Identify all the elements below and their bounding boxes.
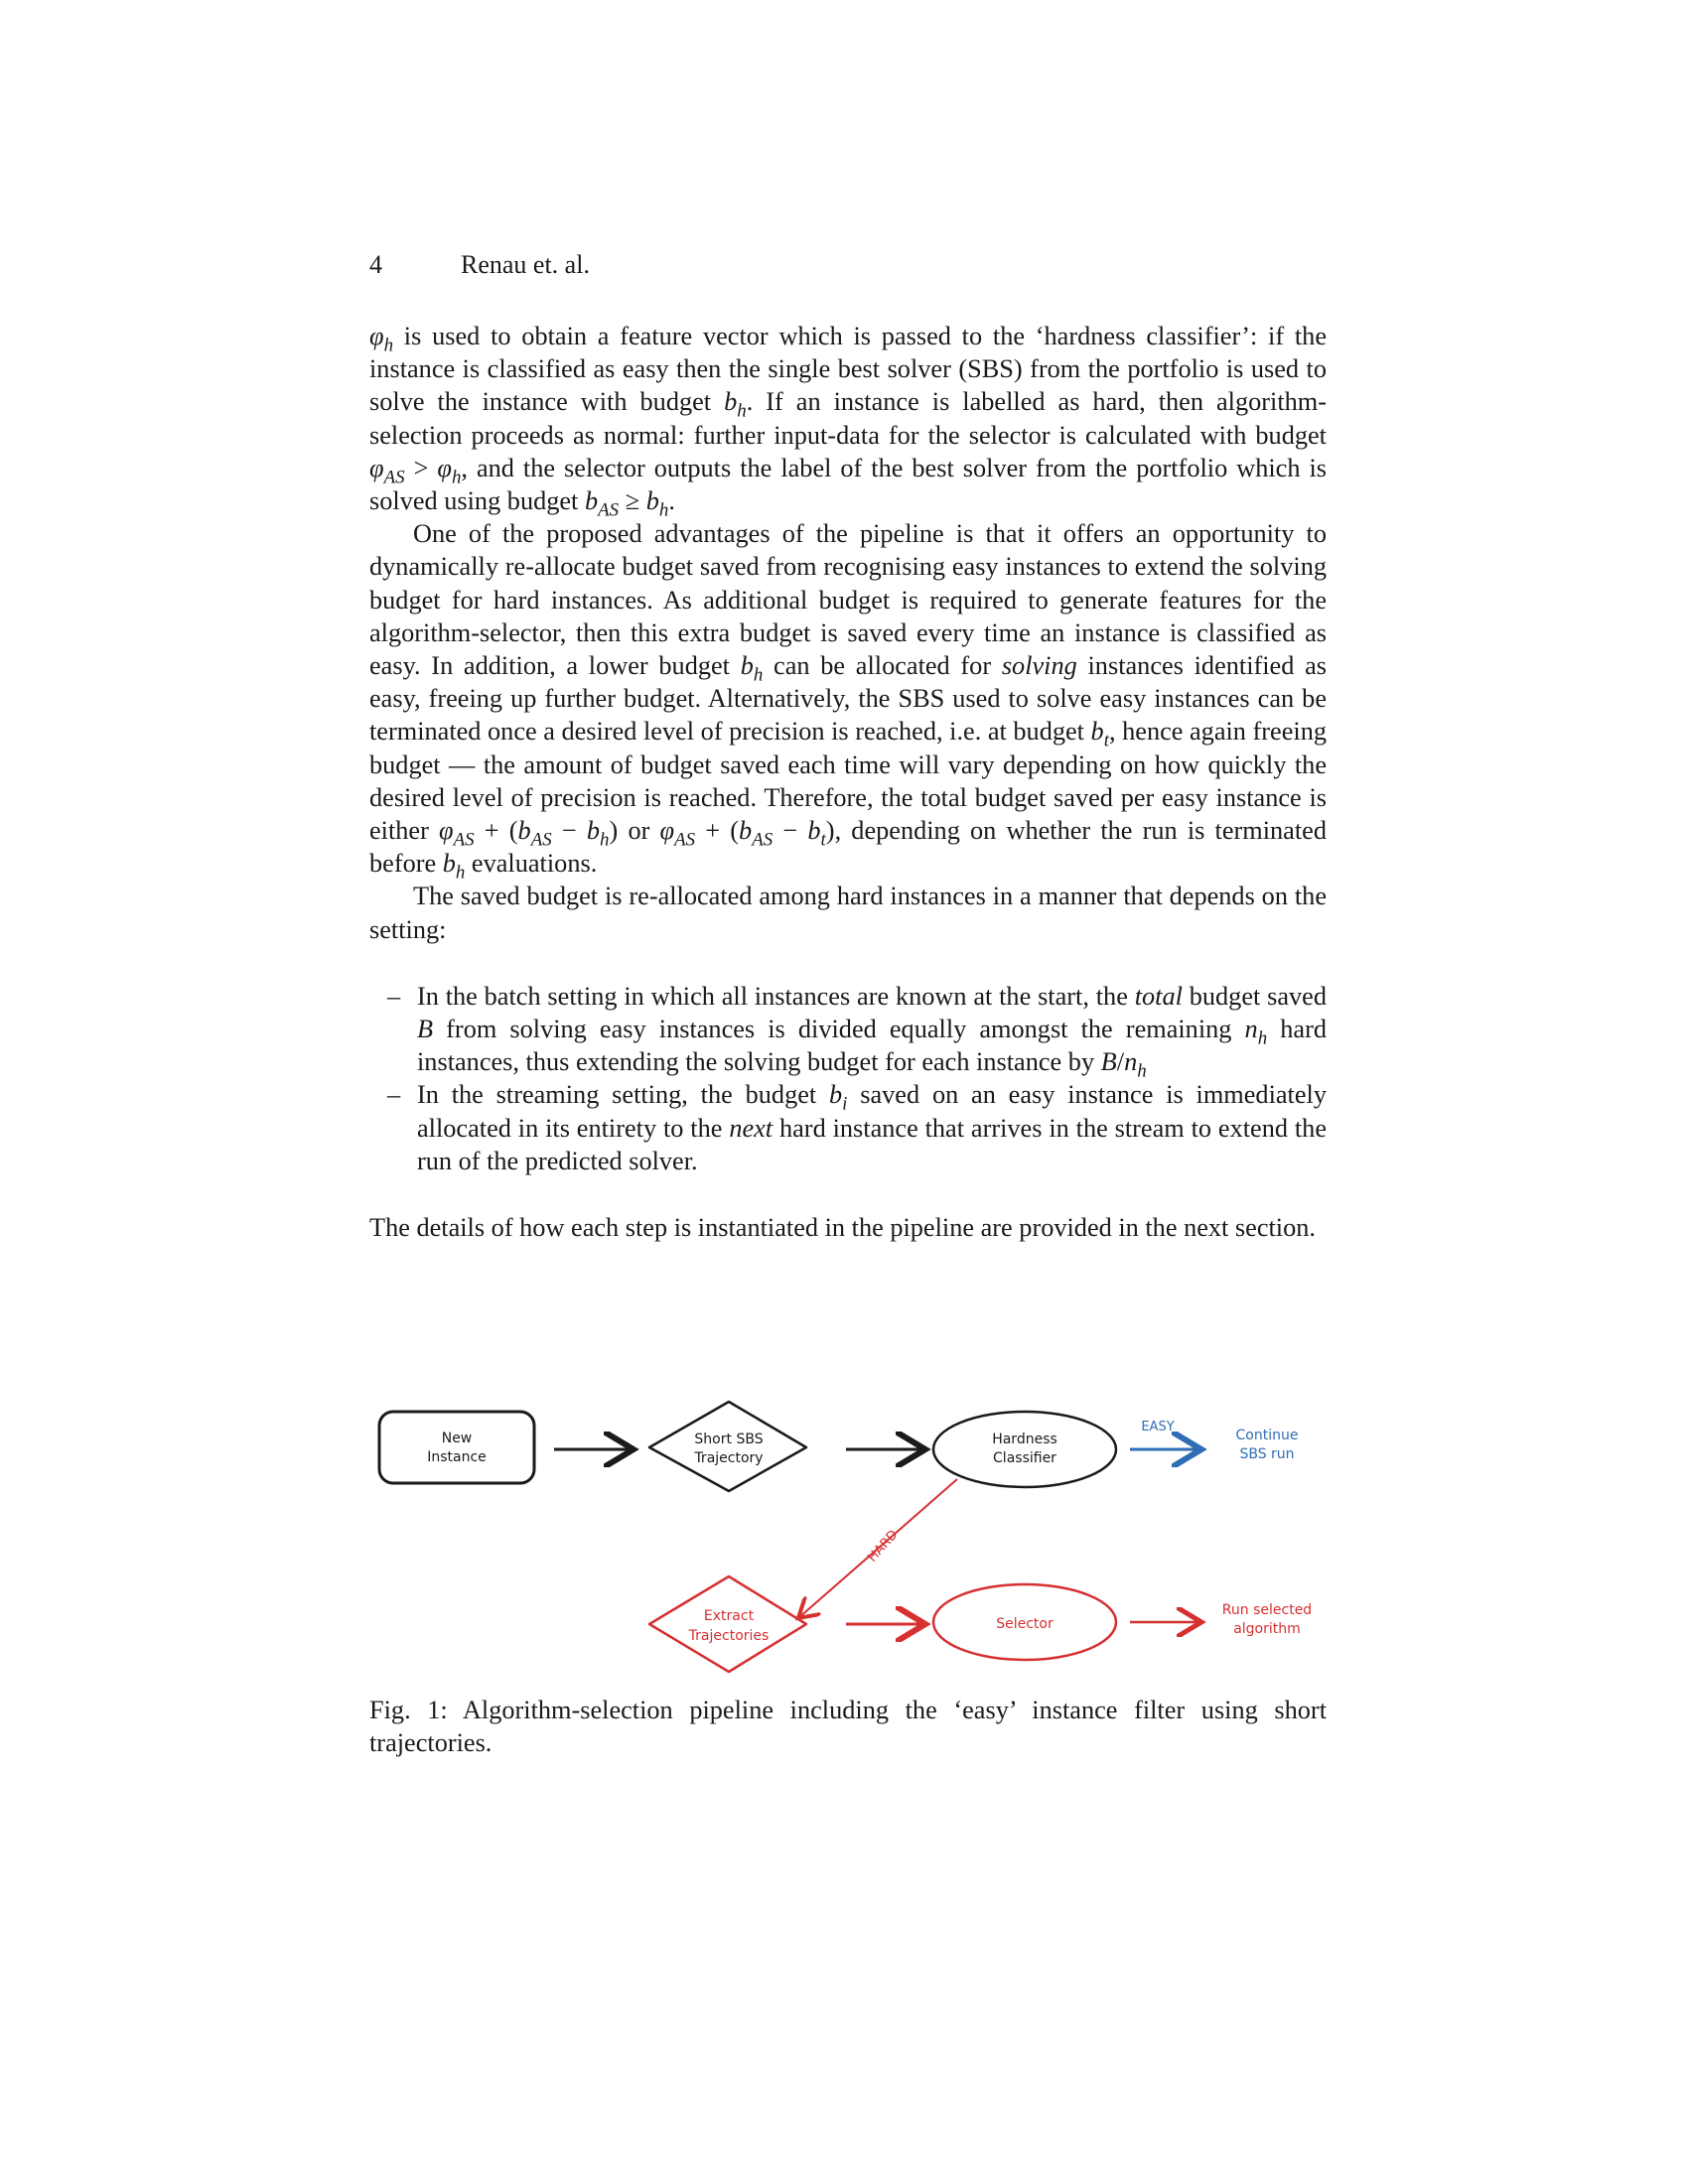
node-extract-trajectories [649, 1576, 806, 1672]
svg-text:Short SBS: Short SBS [694, 1432, 764, 1447]
svg-text:algorithm: algorithm [1233, 1621, 1301, 1637]
page-header [369, 250, 590, 280]
figure-caption: Fig. 1: Algorithm-selection pipeline including the ‘easy’ instance filter using short trajectories. [369, 1696, 1327, 1758]
svg-text:Continue: Continue [1235, 1428, 1299, 1443]
svg-text:New: New [441, 1431, 473, 1446]
edge-label-hard: HARD [865, 1527, 902, 1566]
node-hardness-classifier [933, 1412, 1116, 1487]
paragraph-2: One of the proposed advantages of the pipeline is that it offers an opportunity to dynamically re-allocate budget saved from recognising easy instances to extend the solving budget for hard instances. As additional budget is required to generate features for the algorithm-selector, then this extra budget is saved every time an instance is classified as easy. In addition, a lower budget $b_h$ can be allocated for solving instances identified as easy, freeing up further budget. Alternatively, the SBS used to solve easy instances can be terminated once a desired level of precision is reached, i.e. at budget $b_t$, hence again freeing budget — the amount of budget saved each time will vary depending on how quickly the desired level of precision is reached. Therefore, the total budget saved per easy instance is either $\varphi_{AS} + (b_{AS} - b_h)$ or $\varphi_{AS} + (b_{AS} - b_t)$, depending on whether the run is terminated before $b_h$ evaluations. [369, 519, 1328, 884]
svg-text:Run selected: Run selected [1221, 1602, 1313, 1618]
node-selector [933, 1584, 1116, 1660]
svg-text:Trajectory: Trajectory [694, 1450, 764, 1466]
body-text [369, 320, 1327, 1244]
svg-text:Trajectories: Trajectories [688, 1628, 770, 1644]
svg-text:Extract: Extract [703, 1608, 755, 1624]
settings-list [369, 980, 1327, 1177]
node-short-sbs-trajectory [649, 1402, 806, 1491]
list-item-batch: – In the batch setting in which all instances are known at the start, the total budget saved B from solving easy instances is divided equally amongst the remaining $n_h$ hard instances, thus extending the solving budget for each instance by $B/n_h$ [369, 980, 1327, 1079]
running-title: Renau et. al. [461, 250, 590, 279]
node-new-instance [379, 1412, 534, 1483]
svg-text:Hardness: Hardness [992, 1432, 1057, 1447]
node-continue-sbs-run [1236, 1428, 1299, 1462]
node-run-selected-algorithm [1222, 1602, 1312, 1637]
list-item-streaming: – In the streaming setting, the budget $b_i$ saved on an easy instance is immediately allocated in its entirety to the next hard instance that arrives in the stream to extend the run of the predicted solver. [369, 1078, 1327, 1177]
svg-text:Instance: Instance [427, 1449, 487, 1465]
paragraph-3: The saved budget is re-allocated among hard instances in a manner that depends on the setting: [369, 882, 1327, 944]
pipeline-figure [369, 1380, 1327, 1678]
paragraph-1: $\varphi_h$ is used to obtain a feature vector which is passed to the ‘hardness classifier’: if the instance is classified as easy then the single best solver (SBS) from the portfolio is used to solve the instance with budget $b_h$. If an instance is labelled as hard, then algorithm-selection proceeds as normal: further input-data for the selector is calculated with budget $\varphi_{AS} > \varphi_h$, and the selector outputs the label of the best solver from the portfolio which is solved using budget $b_{AS} \ge b_h$. [369, 322, 1327, 521]
svg-text:SBS run: SBS run [1239, 1446, 1295, 1462]
svg-text:Selector: Selector [996, 1616, 1054, 1632]
edge-label-easy: EASY [1141, 1420, 1175, 1434]
svg-text:Classifier: Classifier [993, 1450, 1056, 1466]
paragraph-4: The details of how each step is instantiated in the pipeline are provided in the next section. [369, 1213, 1316, 1243]
page-number: 4 [369, 250, 382, 279]
